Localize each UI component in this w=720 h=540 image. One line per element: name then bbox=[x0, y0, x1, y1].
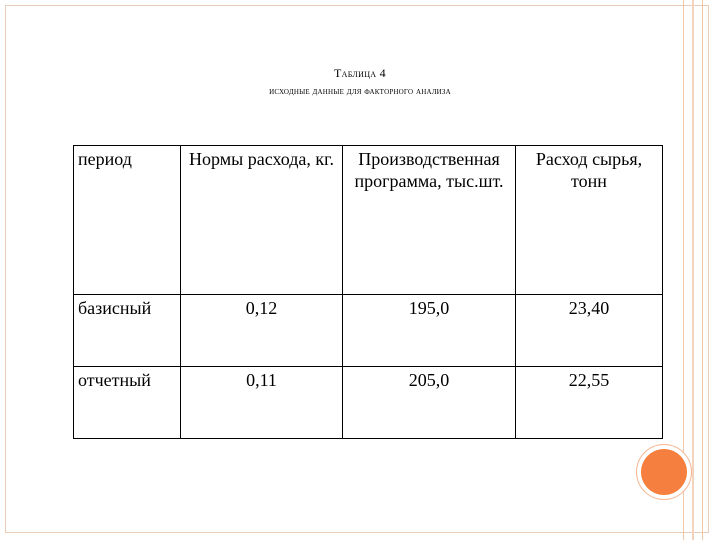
header-period: период bbox=[74, 146, 181, 295]
cell-norms: 0,12 bbox=[181, 295, 343, 367]
table-header-row bbox=[74, 146, 663, 295]
table-row bbox=[74, 367, 663, 439]
header-consumption: Расход сырья, тонн bbox=[516, 146, 663, 295]
header-norms: Нормы расхода, кг. bbox=[181, 146, 343, 295]
cell-program: 195,0 bbox=[343, 295, 516, 367]
header-program: Производственная программа, тыс.шт. bbox=[343, 146, 516, 295]
orange-circle-decoration bbox=[641, 449, 687, 495]
table-title: исходные данные для факторного анализа bbox=[269, 86, 451, 97]
cell-period: базисный bbox=[74, 295, 181, 367]
table-caption: Таблица 4 bbox=[334, 66, 386, 80]
table-row bbox=[74, 295, 663, 367]
cell-consumption: 23,40 bbox=[516, 295, 663, 367]
data-table bbox=[73, 145, 663, 439]
decorative-rail-line bbox=[692, 0, 694, 540]
cell-norms: 0,11 bbox=[181, 367, 343, 439]
cell-period: отчетный bbox=[74, 367, 181, 439]
cell-consumption: 22,55 bbox=[516, 367, 663, 439]
cell-program: 205,0 bbox=[343, 367, 516, 439]
